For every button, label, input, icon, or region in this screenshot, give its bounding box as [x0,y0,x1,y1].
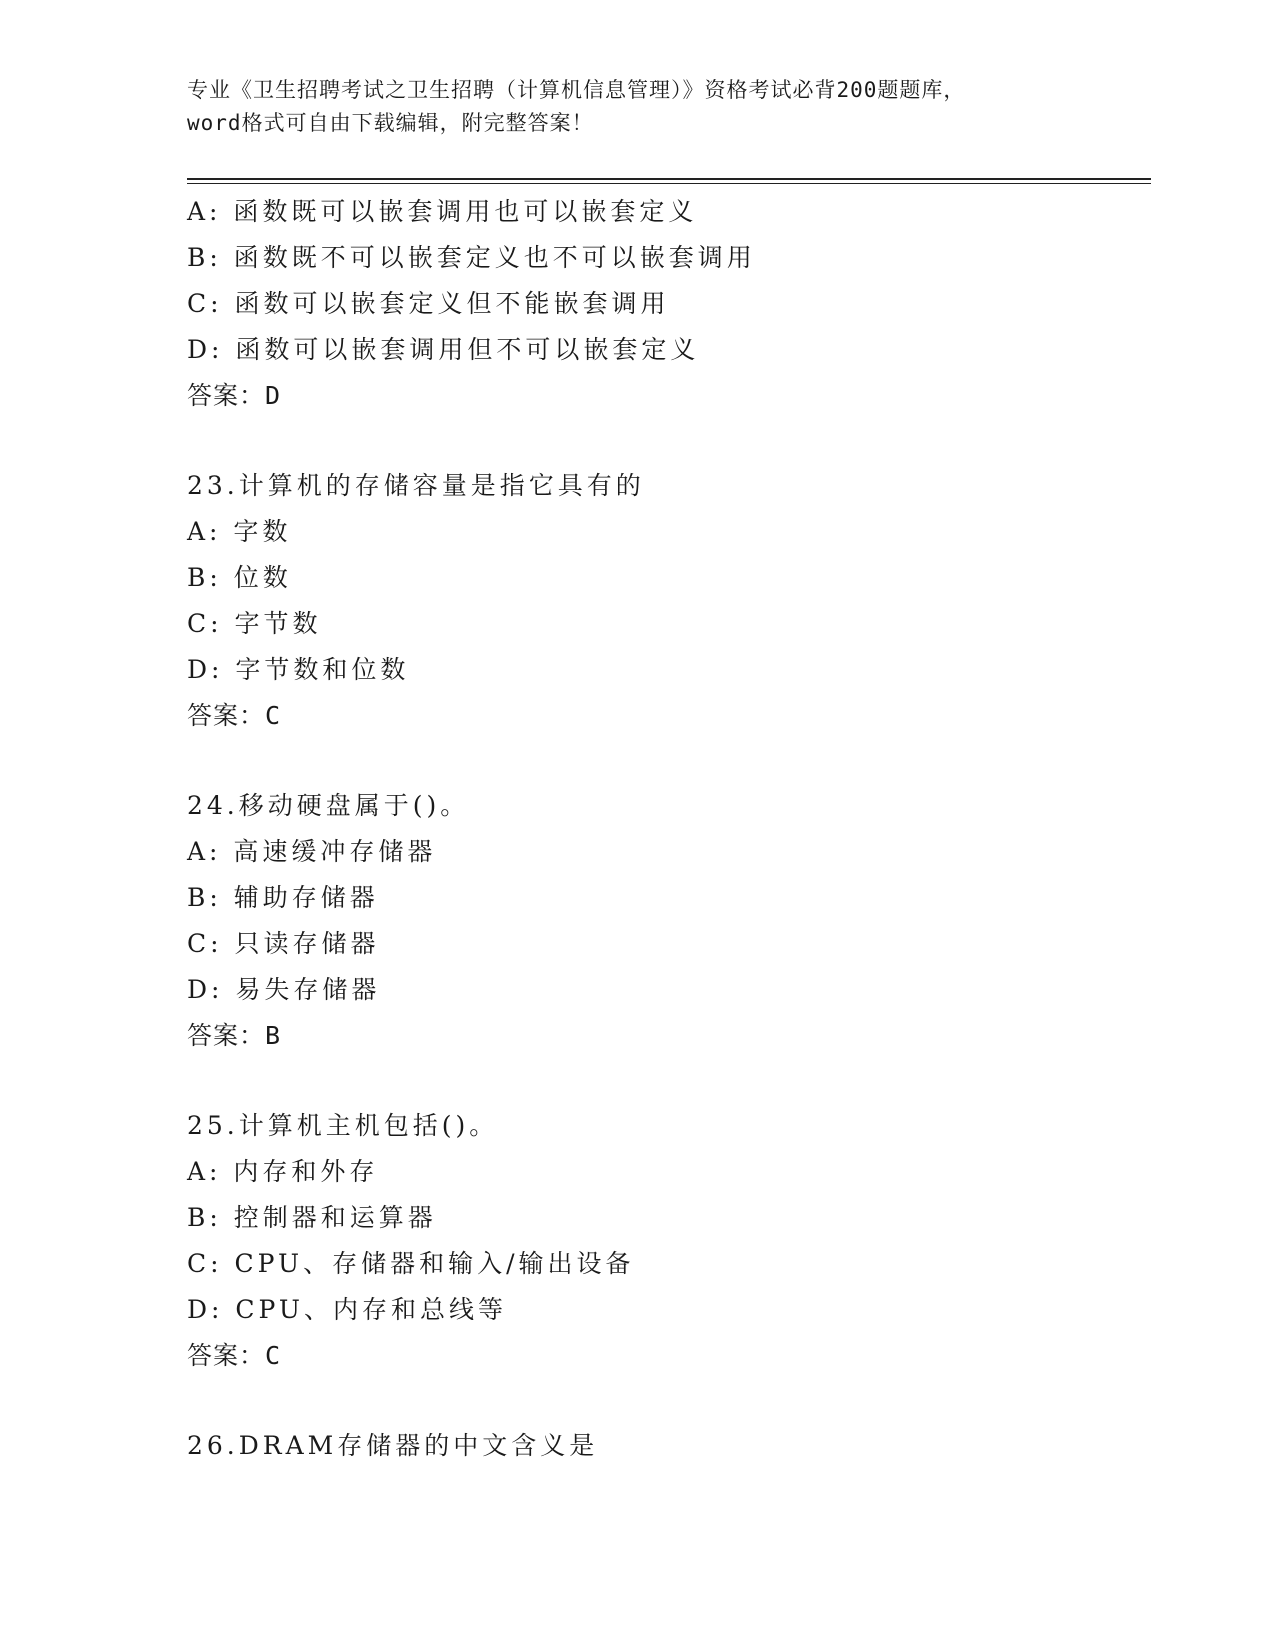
spacer [187,419,1147,463]
answer-line: 答案：B [187,1021,282,1050]
option-a: A: 高速缓冲存储器 [187,837,437,866]
option-d: D: 字节数和位数 [187,655,410,684]
question-24-block [187,783,1147,1059]
option-c: C: 字节数 [187,609,322,638]
document-header [187,74,1087,140]
answer-line: 答案：C [187,701,282,730]
option-a: A: 函数既可以嵌套调用也可以嵌套定义 [187,197,698,226]
option-b: B: 辅助存储器 [187,883,379,912]
option-b: B: 位数 [187,563,292,592]
option-a: A: 内存和外存 [187,1157,379,1186]
option-c: C: CPU、存储器和输入/输出设备 [187,1249,635,1278]
spacer [187,1059,1147,1103]
option-d: D: 函数可以嵌套调用但不可以嵌套定义 [187,335,700,364]
question-text: 23.计算机的存储容量是指它具有的 [187,471,645,500]
spacer [187,1379,1147,1423]
question-26-block [187,1423,1147,1469]
option-b: B: 函数既不可以嵌套定义也不可以嵌套调用 [187,243,756,272]
option-c: C: 函数可以嵌套定义但不能嵌套调用 [187,289,670,318]
header-divider-thin [187,183,1151,184]
question-text: 26.DRAM存储器的中文含义是 [187,1431,599,1460]
answer-line: 答案：D [187,381,282,410]
option-a: A: 字数 [187,517,292,546]
question-text: 25.计算机主机包括()。 [187,1111,499,1140]
question-list [187,189,1147,1469]
spacer [187,739,1147,783]
answer-line: 答案：C [187,1341,282,1370]
question-22-block [187,189,1147,419]
option-d: D: 易失存储器 [187,975,381,1004]
option-c: C: 只读存储器 [187,929,380,958]
header-line-2: word格式可自由下载编辑，附完整答案！ [187,111,594,135]
question-text: 24.移动硬盘属于()。 [187,791,470,820]
question-25-block [187,1103,1147,1379]
option-b: B: 控制器和运算器 [187,1203,437,1232]
option-d: D: CPU、内存和总线等 [187,1295,507,1324]
header-divider-thick [187,178,1151,180]
header-line-1: 专业《卫生招聘考试之卫生招聘（计算机信息管理）》资格考试必背200题题库， [187,78,966,102]
question-23-block [187,463,1147,739]
